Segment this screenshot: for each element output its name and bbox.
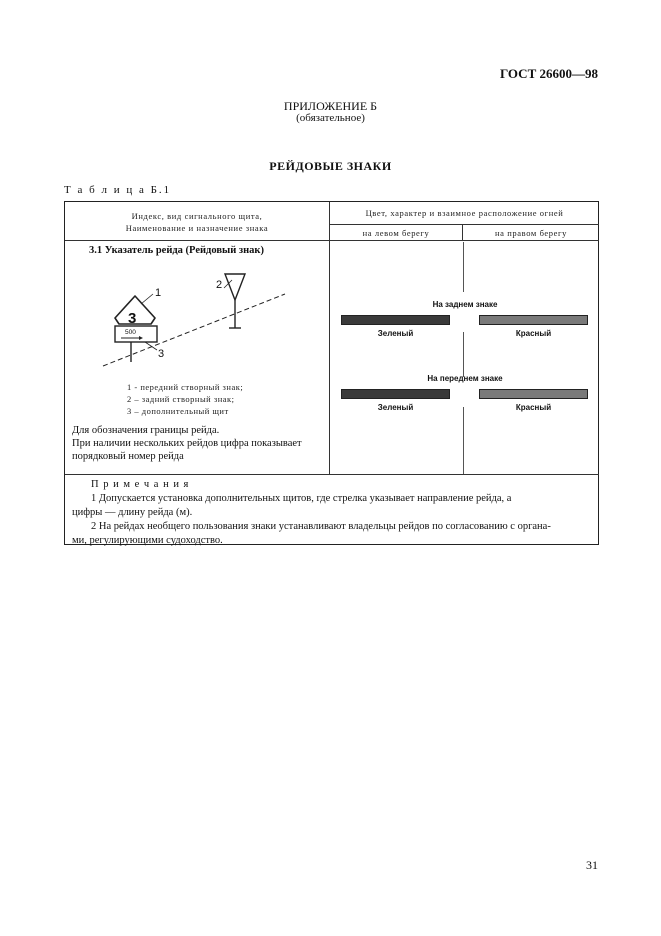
leader-3 (145, 342, 157, 350)
leader-1 (141, 294, 153, 304)
description-line-3: порядковый номер рейда (72, 451, 184, 462)
table-caption: Т а б л и ц а Б.1 (64, 184, 172, 196)
col1-header-line2: Наименование и назначение знака (125, 223, 269, 233)
board-arrow-head (139, 336, 143, 340)
appendix-title: ПРИЛОЖЕНИЕ Б (283, 99, 378, 113)
appendix-status: (обязательное) (296, 112, 365, 124)
rear-left-color: Зеленый (377, 329, 414, 338)
description-line-1: Для обозначения границы рейда. (72, 425, 220, 436)
standard-number: ГОСТ 26600—98 (499, 66, 598, 81)
diagram-label-3: 3 (158, 348, 165, 360)
front-sign-label: На переднем знаке (427, 374, 503, 383)
notes-title: П р и м е ч а н и я (91, 479, 190, 490)
legend-item-2: 2 – задний створный знак; (127, 394, 235, 404)
note-2-line-2: ми, регулирующими судоходство. (72, 535, 223, 546)
subheader-left-shore: на левом берегу (362, 228, 430, 238)
front-sign-digit: 3 (128, 310, 137, 327)
note-1-line-1: 1 Допускается установка дополнительных щитов, где стрелка указывает направление рейда, а (91, 493, 512, 504)
section-title: РЕЙДОВЫЕ ЗНАКИ (269, 159, 392, 173)
board-number: 500 (125, 329, 136, 336)
diagram-label-2: 2 (216, 279, 223, 291)
front-left-light-bar (341, 389, 450, 399)
rear-sign-label: На заднем знаке (432, 300, 498, 309)
subheader-right-shore: на правом берегу (495, 228, 567, 238)
front-left-color: Зеленый (377, 403, 414, 412)
rear-right-color: Красный (515, 329, 552, 338)
col1-header-line1: Индекс, вид сигнального щита, (131, 211, 263, 221)
rear-right-light-bar (479, 315, 588, 325)
signs-table (64, 201, 599, 545)
front-right-light-bar (479, 389, 588, 399)
note-2-line-1: 2 На рейдах необщего пользования знаки устанавливают владельцы рейдов по согласованию с органа- (91, 521, 551, 532)
rear-sign-triangle (225, 274, 245, 300)
additional-board (115, 326, 157, 342)
front-right-color: Красный (515, 403, 552, 412)
page-number: 31 (586, 858, 598, 872)
note-1-line-2: цифры — длину рейда (м). (72, 507, 193, 518)
rear-left-light-bar (341, 315, 450, 325)
diagram-label-1: 1 (155, 287, 162, 299)
entry-title: 3.1 Указатель рейда (Рейдовый знак) (89, 245, 264, 256)
col2-header: Цвет, характер и взаимное расположение огней (365, 208, 564, 218)
roadstead-sign-diagram (95, 266, 295, 378)
legend-item-1: 1 - передний створный знак; (127, 382, 244, 392)
description-line-2: При наличии нескольких рейдов цифра показывает (72, 438, 302, 449)
legend-item-3: 3 – дополнительный щит (127, 406, 229, 416)
